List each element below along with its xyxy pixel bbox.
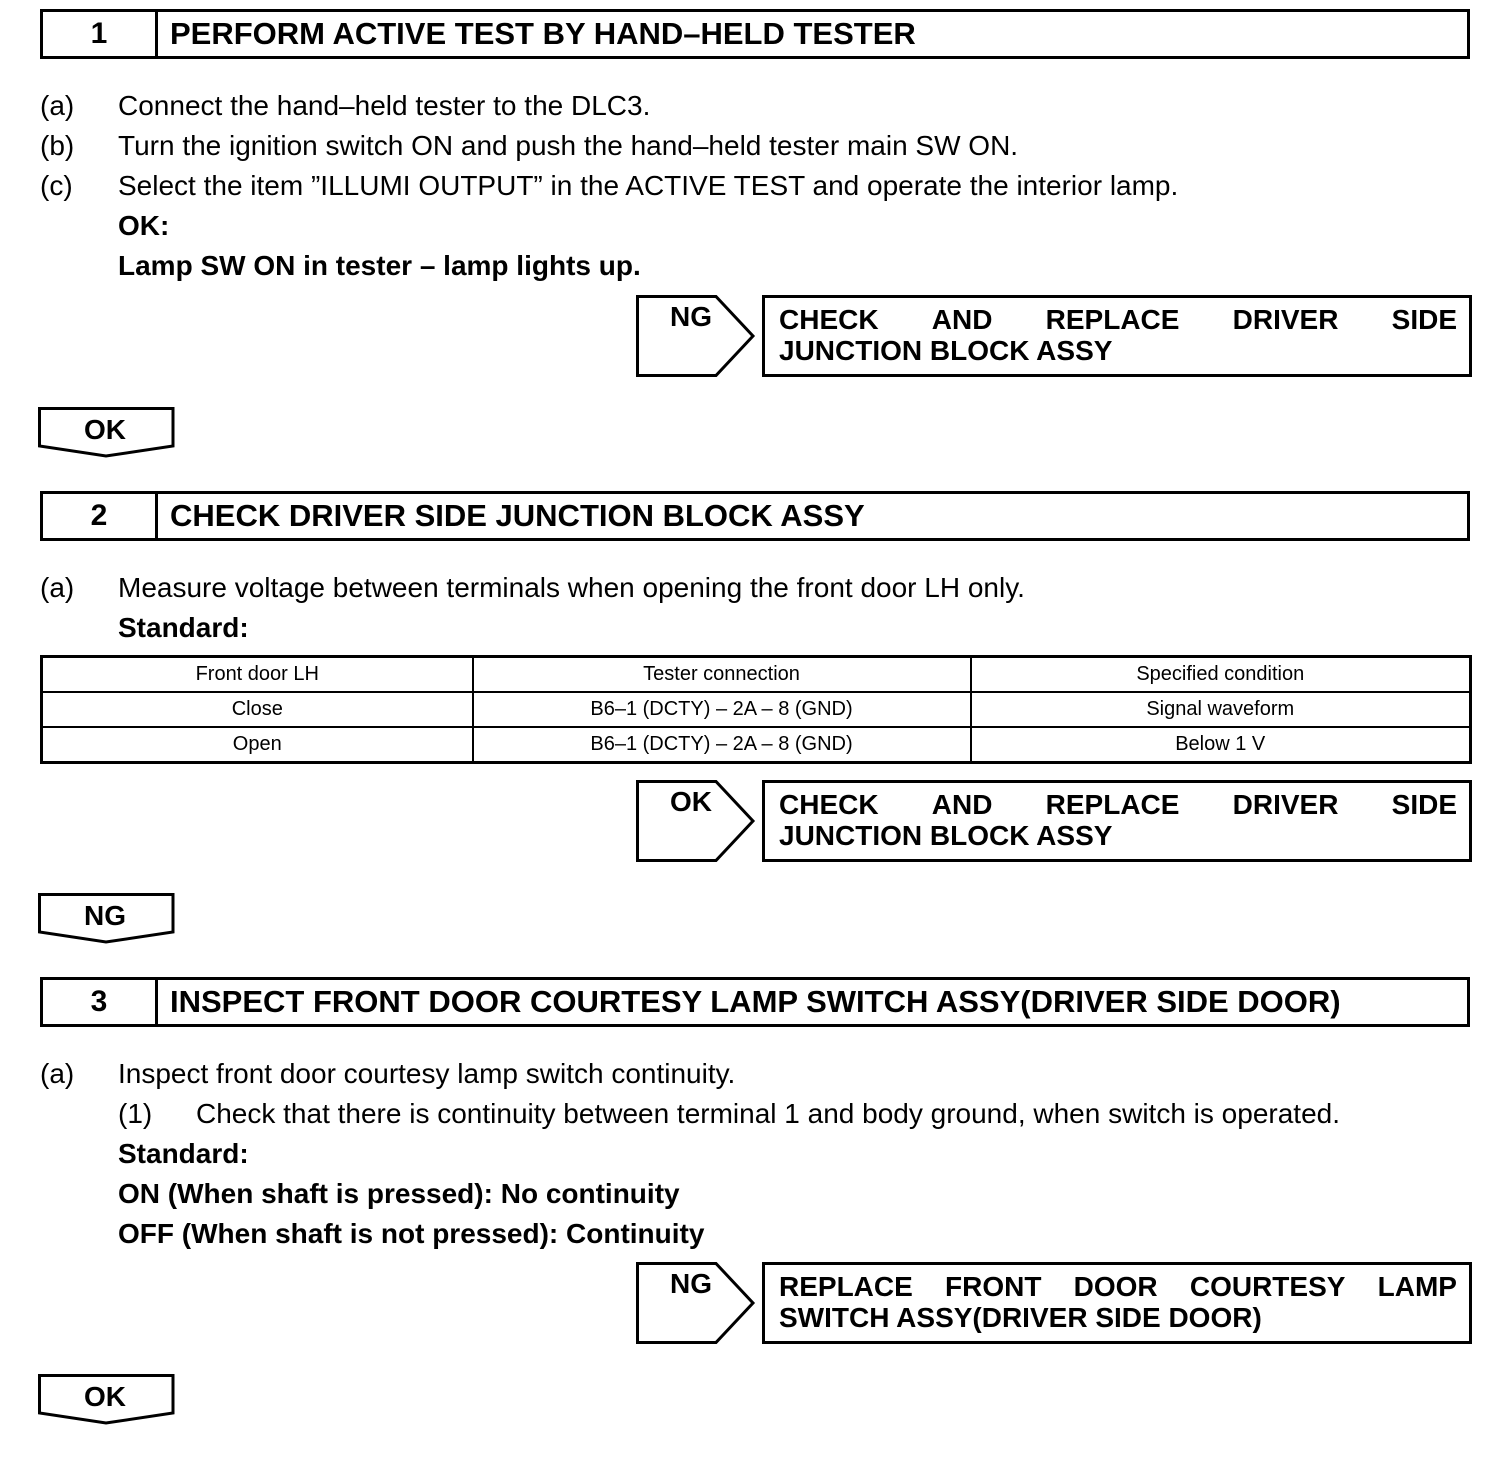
table-row — [42, 692, 1471, 727]
action-line-2: SWITCH ASSY(DRIVER SIDE DOOR) — [779, 1302, 1262, 1333]
standard-line: OFF (When shaft is not pressed): Continuity — [118, 1218, 705, 1249]
item-label: (a) — [40, 90, 75, 121]
action-line-2: JUNCTION BLOCK ASSY — [779, 820, 1113, 851]
item-text: Select the item ”ILLUMI OUTPUT” in the ACTIVE TEST and operate the interior lamp. — [118, 170, 1179, 201]
word: AND — [931, 304, 993, 335]
item-text: Turn the ignition switch ON and push the hand–held tester main SW ON. — [118, 130, 1019, 161]
branch-label: OK — [670, 786, 712, 817]
word: SIDE — [1391, 304, 1457, 335]
step-number: 1 — [43, 12, 158, 56]
next-label: OK — [84, 1381, 126, 1412]
table-cell: Open — [42, 727, 473, 763]
word: REPLACE — [1045, 789, 1180, 820]
branch-action — [762, 295, 1472, 377]
table-cell: Close — [42, 692, 473, 727]
branch-ok-step-2[interactable] — [636, 780, 1472, 862]
word: DRIVER — [1232, 789, 1339, 820]
subitem-label: (1) — [118, 1098, 153, 1129]
branch-ng-step-3[interactable] — [636, 1262, 1472, 1344]
step-number: 2 — [43, 494, 158, 538]
word: REPLACE — [779, 1271, 913, 1302]
table-header: Front door LH — [42, 657, 473, 693]
table-header: Specified condition — [971, 657, 1471, 693]
subitem-text: Check that there is continuity between terminal 1 and body ground, when switch is operated. — [196, 1098, 1340, 1129]
word: FRONT — [945, 1271, 1042, 1302]
step-title: CHECK DRIVER SIDE JUNCTION BLOCK ASSY — [170, 498, 865, 533]
branch-action — [762, 1262, 1472, 1344]
table-cell: B6–1 (DCTY) – 2A – 8 (GND) — [473, 692, 971, 727]
item-text: Inspect front door courtesy lamp switch continuity. — [118, 1058, 736, 1089]
item-label: (a) — [40, 572, 75, 603]
standard-line: ON (When shaft is pressed): No continuity — [118, 1178, 680, 1209]
step-title: PERFORM ACTIVE TEST BY HAND–HELD TESTER — [170, 16, 916, 51]
item-label: (b) — [40, 130, 75, 161]
result-heading: OK: — [118, 210, 170, 241]
table-cell: B6–1 (DCTY) – 2A – 8 (GND) — [473, 727, 971, 763]
step-number: 3 — [43, 980, 158, 1024]
word: DRIVER — [1232, 304, 1339, 335]
item-text: Measure voltage between terminals when opening the front door LH only. — [118, 572, 1025, 603]
step-1-header — [40, 9, 1470, 59]
word: CHECK — [779, 789, 879, 820]
table-header-row — [42, 657, 1471, 693]
item-text: Connect the hand–held tester to the DLC3. — [118, 90, 651, 121]
action-line-2: JUNCTION BLOCK ASSY — [779, 335, 1113, 366]
table-row — [42, 727, 1471, 763]
word: CHECK — [779, 304, 879, 335]
next-ok-step-1[interactable] — [38, 407, 176, 459]
table-cell: Signal waveform — [971, 692, 1471, 727]
next-label: NG — [84, 900, 126, 931]
step-3-header — [40, 977, 1470, 1027]
next-ng-step-2[interactable] — [38, 893, 176, 945]
next-label: OK — [84, 414, 126, 445]
word: LAMP — [1377, 1271, 1457, 1302]
word: SIDE — [1391, 789, 1457, 820]
table-cell: Below 1 V — [971, 727, 1471, 763]
table-header: Tester connection — [473, 657, 971, 693]
next-ok-step-3[interactable] — [38, 1374, 176, 1426]
item-label: (a) — [40, 1058, 75, 1089]
word: REPLACE — [1045, 304, 1180, 335]
step-title: INSPECT FRONT DOOR COURTESY LAMP SWITCH ASSY(DRIVER SIDE DOOR) — [170, 984, 1341, 1019]
item-label: (c) — [40, 170, 73, 201]
standard-table — [40, 655, 1472, 764]
branch-label: NG — [670, 301, 712, 332]
result-heading: Standard: — [118, 612, 249, 643]
step-2-header — [40, 491, 1470, 541]
branch-label: NG — [670, 1268, 712, 1299]
branch-action — [762, 780, 1472, 862]
branch-ng-step-1[interactable] — [636, 295, 1472, 377]
result-heading: Standard: — [118, 1138, 249, 1169]
result-text: Lamp SW ON in tester – lamp lights up. — [118, 250, 641, 281]
word: AND — [931, 789, 993, 820]
word: DOOR — [1073, 1271, 1158, 1302]
word: COURTESY — [1189, 1271, 1346, 1302]
